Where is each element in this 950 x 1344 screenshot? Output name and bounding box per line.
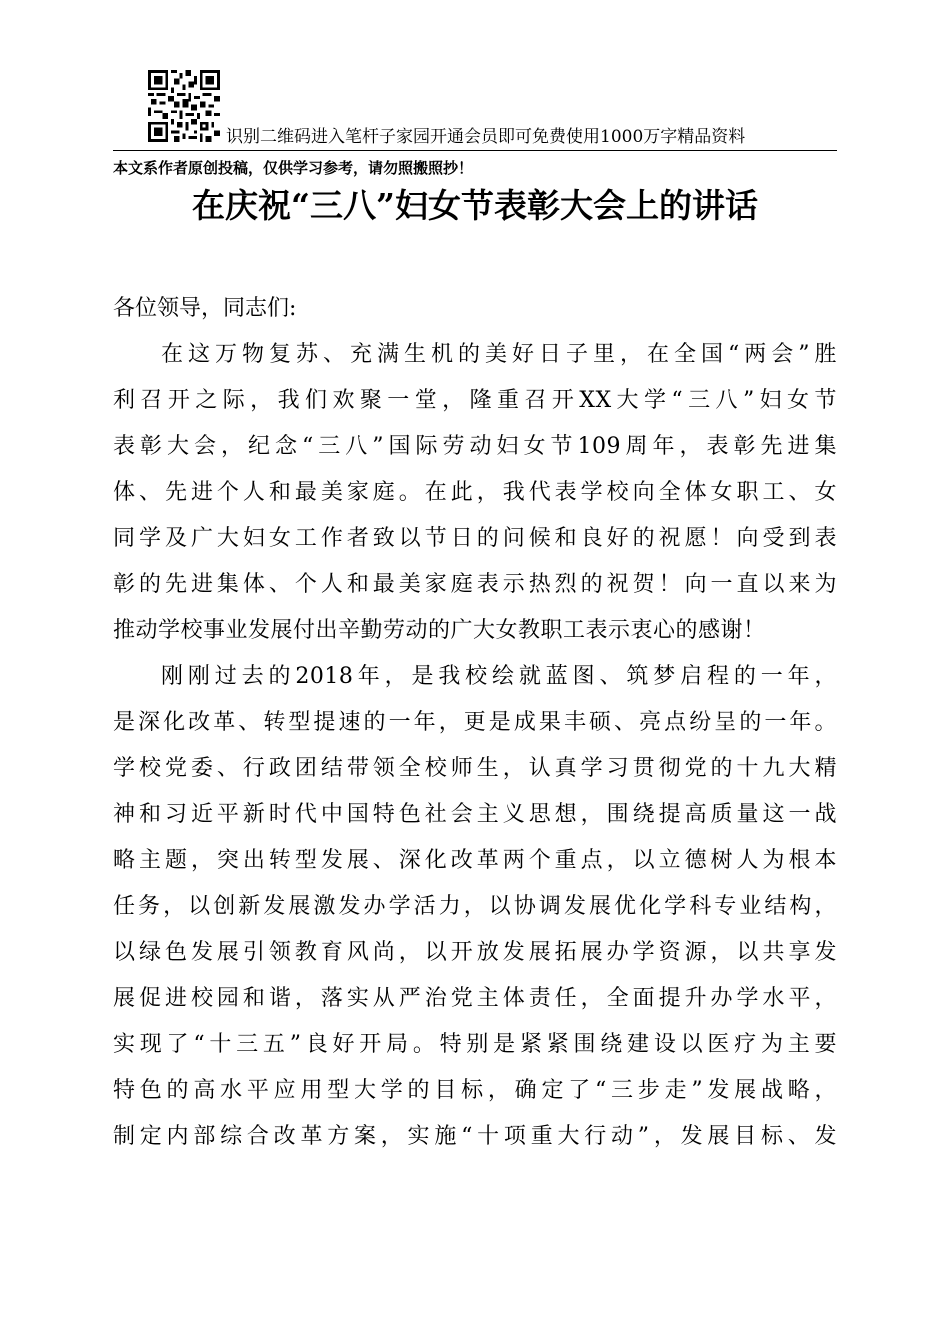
paragraph-line: 制定内部综合改革方案，实施“十项重大行动”，发展目标、发 xyxy=(113,1124,837,1149)
paragraph-line: 以绿色发展引领教育风尚，以开放发展拓展办学资源，以共享发 xyxy=(113,940,837,965)
qr-code-icon[interactable] xyxy=(148,70,220,142)
paragraph-line: 展促进校园和谐，落实从严治党主体责任，全面提升办学水平， xyxy=(113,986,837,1011)
paragraph-1 xyxy=(113,332,837,654)
paragraph-line: 神和习近平新时代中国特色社会主义思想，围绕提高质量这一战 xyxy=(113,802,837,827)
salutation: 各位领导，同志们: xyxy=(113,296,297,321)
paragraph-line: 表彰大会，纪念“三八”国际劳动妇女节109周年，表彰先进集 xyxy=(113,434,837,459)
paragraph-line: 推动学校事业发展付出辛勤劳动的广大女教职工表示衷心的感谢！ xyxy=(113,618,766,643)
paragraph-line: 特色的高水平应用型大学的目标，确定了“三步走”发展战略， xyxy=(113,1078,837,1103)
paragraph-line: 学校党委、行政团结带领全校师生，认真学习贯彻党的十九大精 xyxy=(113,756,837,781)
paragraph-line: 在这万物复苏、充满生机的美好日子里，在全国“两会”胜 xyxy=(161,342,837,367)
paragraph-line: 实现了“十三五”良好开局。特别是紧紧围绕建设以医疗为主要 xyxy=(113,1032,837,1057)
paragraph-line: 刚刚过去的2018年，是我校绘就蓝图、筑梦启程的一年， xyxy=(161,664,837,689)
paragraph-line: 是深化改革、转型提速的一年，更是成果丰硕、亮点纷呈的一年。 xyxy=(113,710,837,735)
paragraph-line: 任务，以创新发展激发办学活力，以协调发展优化学科专业结构， xyxy=(113,894,837,919)
paragraph-line: 同学及广大妇女工作者致以节日的问候和良好的祝愿！向受到表 xyxy=(113,526,837,551)
paragraph-line: 彰的先进集体、个人和最美家庭表示热烈的祝贺！向一直以来为 xyxy=(113,572,837,597)
document-body xyxy=(113,286,837,1160)
paragraph-line: 体、先进个人和最美家庭。在此，我代表学校向全体女职工、女 xyxy=(113,480,837,505)
header-divider xyxy=(113,150,837,151)
paragraph-line: 略主题，突出转型发展、深化改革两个重点，以立德树人为根本 xyxy=(113,848,837,873)
copyright-notice: 本文系作者原创投稿，仅供学习参考，请勿照搬照抄！ xyxy=(113,159,474,177)
paragraph-2 xyxy=(113,654,837,1160)
promo-text: 识别二维码进入笔杆子家园开通会员即可免费使用1000万字精品资料 xyxy=(226,127,746,147)
paragraph-line: 利召开之际，我们欢聚一堂，隆重召开XX大学“三八”妇女节 xyxy=(113,388,837,413)
document-title: 在庆祝“三八”妇女节表彰大会上的讲话 xyxy=(192,186,758,225)
